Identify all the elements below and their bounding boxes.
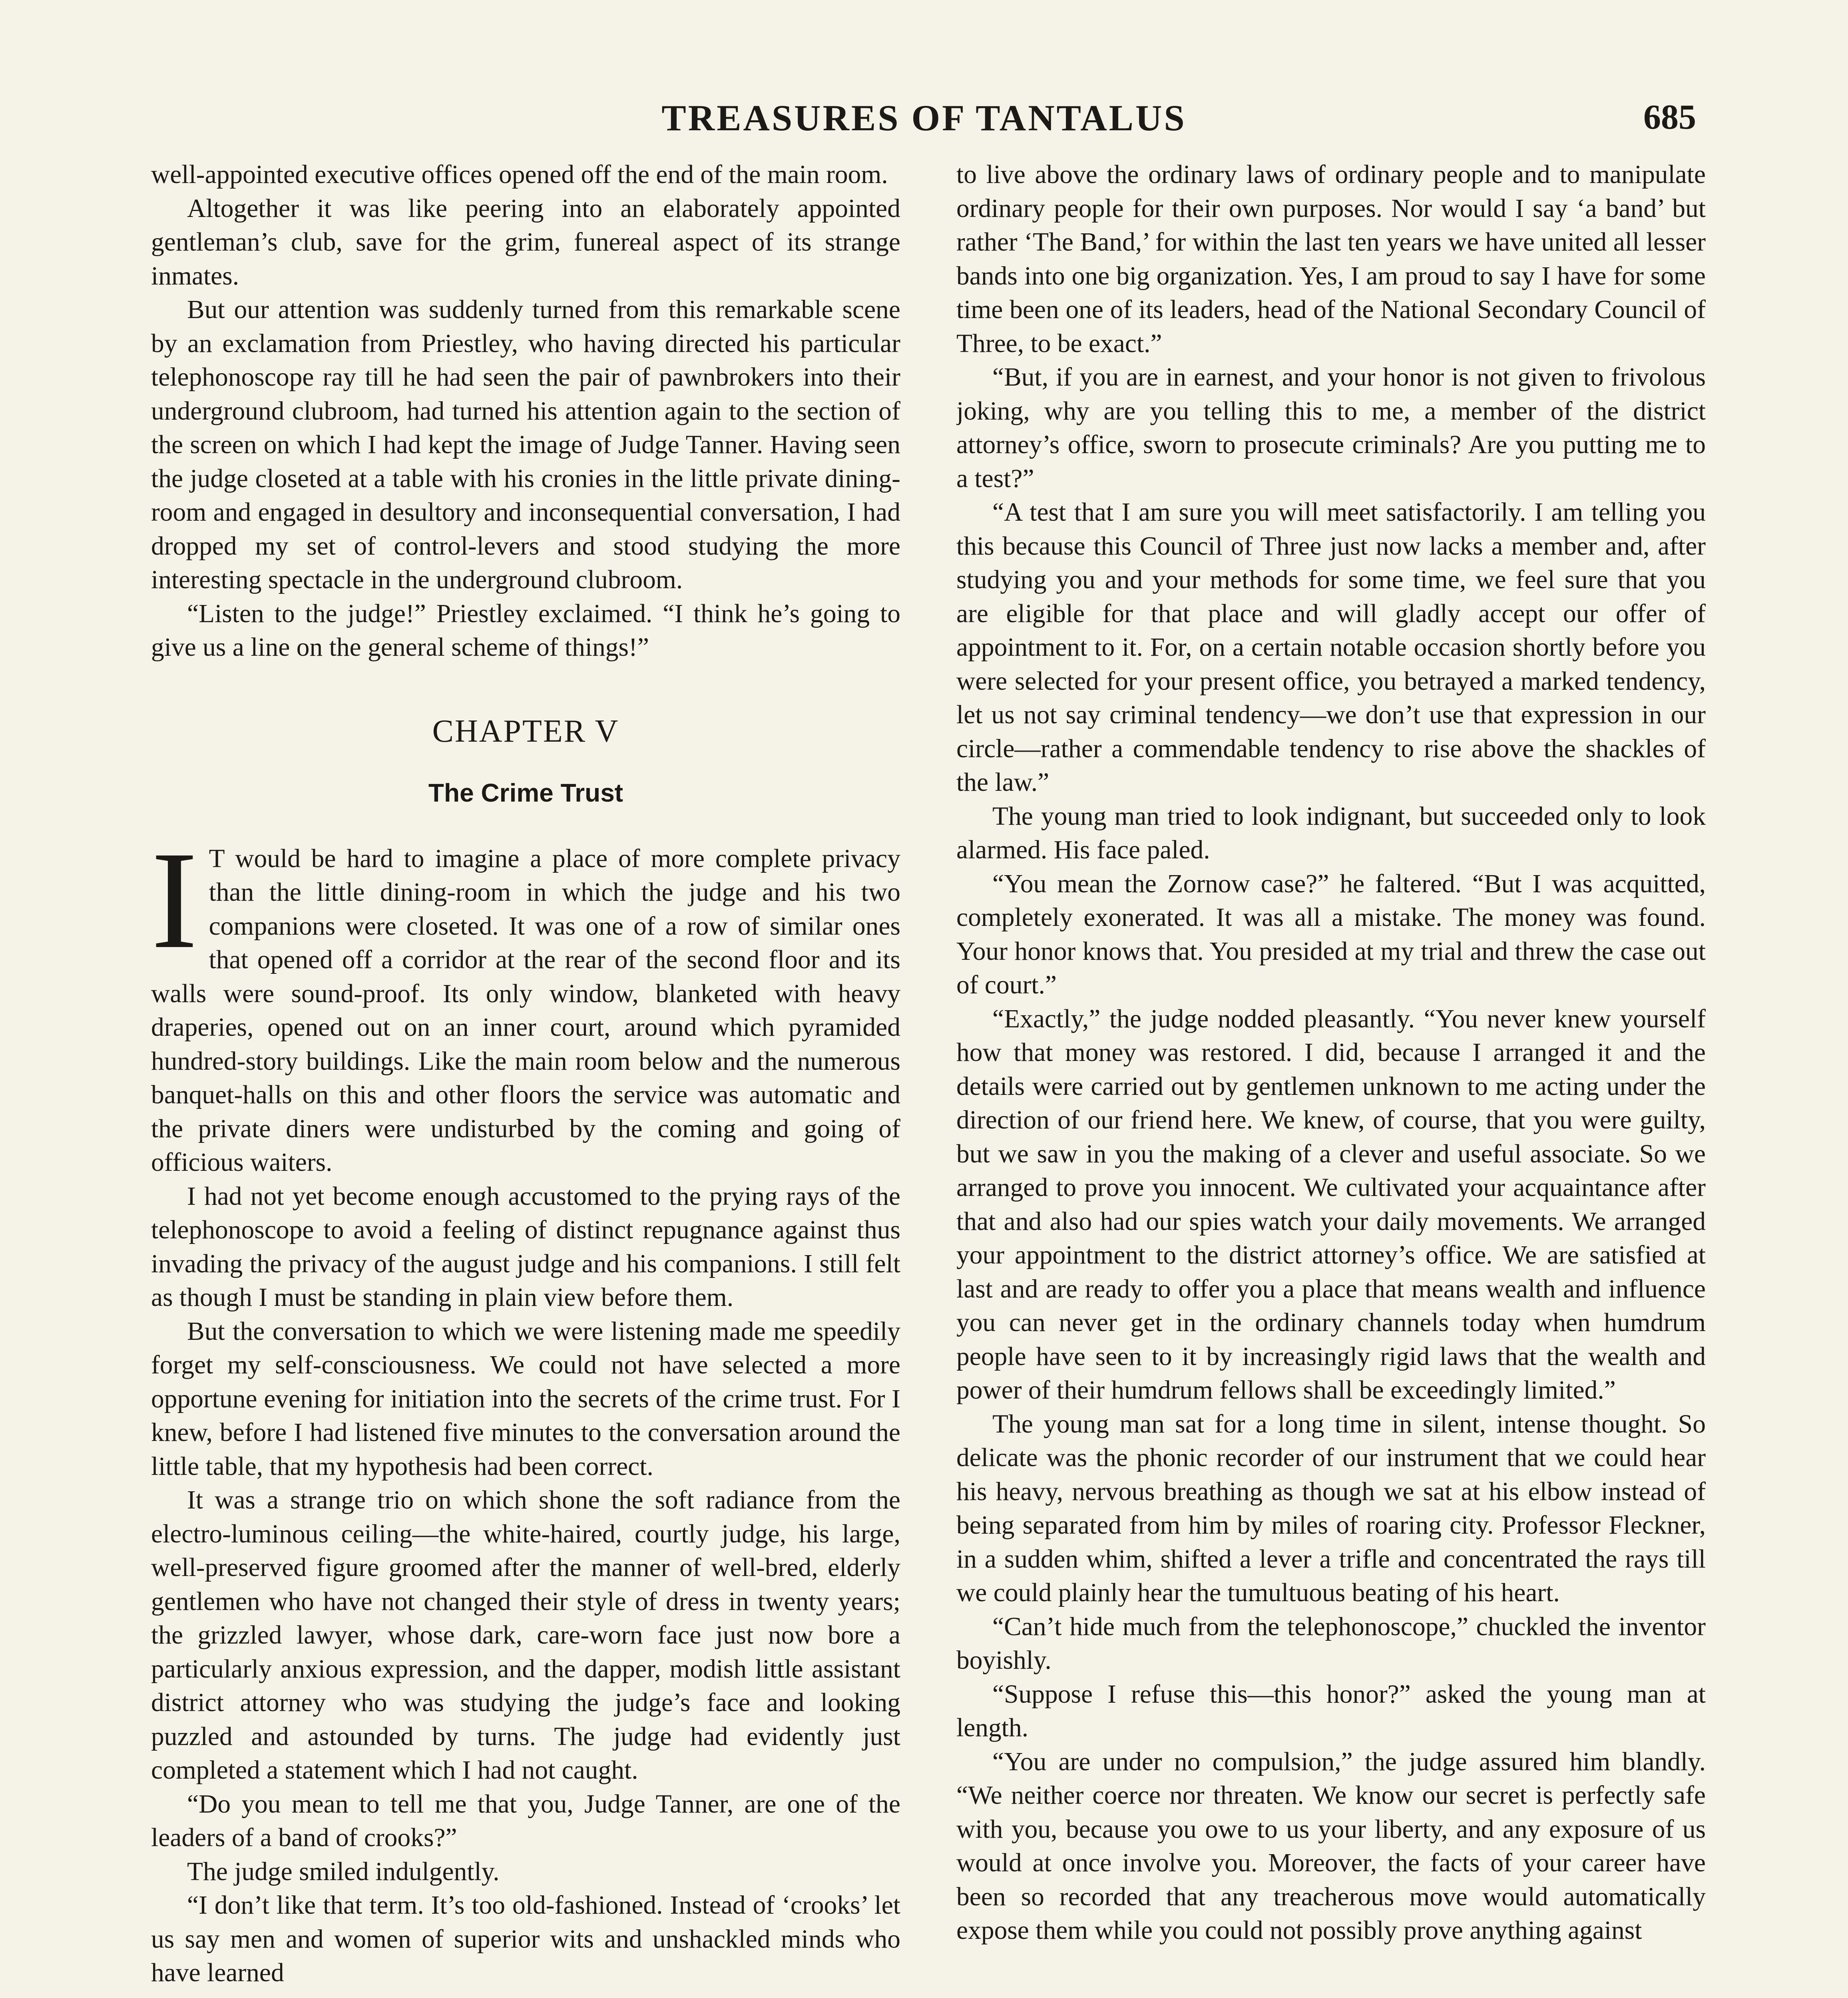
paragraph: It was a strange trio on which shone the soft radiance from the electro-luminous ceiling—the white-haired, courtly judge, his large, well-preserved figure groomed after the manner of well-bred, elderly gentlemen who have not changed their style of dress in twenty years; the grizzled lawyer, whose dark, care-worn face just now bore a particularly anxious expression, and the dapper, modish little assistant district attorney who was studying the judge’s face and looking puzzled and astounded by turns. The judge had evidently just completed a statement which I had not caught.: [151, 1486, 900, 1785]
paragraph: to live above the ordinary laws of ordinary people and to manipulate ordinary people for their own purposes. Nor would I say ‘a band’ but rather ‘The Band,’ for within the last ten years we have united all lesser bands into one big organization. Yes, I am proud to say I have for some time been one of its leaders, head of the National Secondary Council of Three, to be exact.”: [956, 160, 1706, 358]
chapter-opening-paragraph: [151, 822, 900, 1180]
paragraph: “Can’t hide much from the telephonoscope,” chuckled the inventor boyishly.: [956, 1612, 1706, 1675]
paragraph: Altogether it was like peering into an elaborately appointed gentleman’s club, save for the grim, funereal aspect of its strange inmates.: [151, 194, 900, 291]
chapter-subtitle: The Crime Trust: [428, 778, 623, 807]
paragraph: The young man tried to look indignant, but succeeded only to look alarmed. His face paled.: [956, 802, 1706, 864]
drop-cap: I: [151, 822, 198, 977]
paragraph: “Suppose I refuse this—this honor?” asked the young man at length.: [956, 1680, 1706, 1742]
running-title: TREASURES OF TANTALUS: [661, 98, 1187, 138]
paragraph: “But, if you are in earnest, and your honor is not given to frivolous joking, why are you telling this to me, a member of the district attorney’s office, sworn to prosecute criminals? Are you putting me to a test?”: [956, 363, 1706, 493]
paragraph: “Listen to the judge!” Priestley exclaimed. “I think he’s going to give us a line on the general scheme of things!”: [151, 599, 900, 662]
chapter-heading: CHAPTER V: [432, 713, 619, 749]
paragraph: “I don’t like that term. It’s too old-fashioned. Instead of ‘crooks’ let us say men and women of superior wits and unshackled minds who have learned: [151, 1891, 900, 1987]
page-header: [136, 86, 1712, 150]
paragraph: “Do you mean to tell me that you, Judge Tanner, are one of the leaders of a band of crooks?”: [151, 1789, 900, 1852]
paragraph: But our attention was suddenly turned from this remarkable scene by an exclamation from Priestley, who having directed his particular telephonoscope ray till he had seen the pair of pawnbrokers into their underground clubroom, had turned his attention again to the section of the screen on which I had kept the image of Judge Tanner. Having seen the judge closeted at a table with his cronies in the little private dining-room and engaged in desultory and inconsequential conversation, I had dropped my set of control-levers and stood studying the more interesting spectacle in the underground clubroom.: [151, 295, 900, 594]
paragraph: “Exactly,” the judge nodded pleasantly. “You never knew yourself how that money was restored. I did, because I arranged it and the details were carried out by gentlemen unknown to me acting under the direction of our friend here. We knew, of course, that you were guilty, but we saw in you the making of a clever and useful associate. So we arranged to prove you innocent. We cultivated your acquaintance after that and also had our spies watch your daily movements. We arranged your appointment to the district attorney’s office. We are satisfied at last and are ready to offer you a place that means wealth and influence you can never get in the ordinary channels today when humdrum people have seen to it by increasingly rigid laws that the wealth and power of their humdrum fellows shall be exceedingly limited.”: [956, 1004, 1706, 1405]
paragraph: “You are under no compulsion,” the judge assured him blandly. “We neither coerce nor threaten. We know our secret is perfectly safe with you, because you owe to us your liberty, and any exposure of us would at once involve you. Moreover, the facts of your career have been so recorded that any treacherous move would automatically expose them while you could not possibly prove anything against: [956, 1747, 1706, 1945]
right-column: [956, 158, 1706, 1998]
text-columns: [151, 158, 1706, 1998]
paragraph: The judge smiled indulgently.: [187, 1857, 500, 1886]
drop-cap-paragraph-text: T would be hard to imagine a place of more complete privacy than the little dining-room in which the judge and his two companions were closeted. It was one of a row of similar ones that opened off a corridor at the rear of the second floor and its walls were sound-proof. Its only window, blanketed with heavy draperies, opened out on an inner court, around which pyramided hundred-story buildings. Like the main room below and the numerous banquet-halls on this and other floors the service was automatic and the private diners were undisturbed by the coming and going of officious waiters.: [151, 844, 900, 1177]
paragraph: The young man sat for a long time in silent, intense thought. So delicate was the phonic recorder of our instrument that we could hear his heavy, nervous breathing as though we sat at his elbow instead of being separated from him by miles of roaring city. Professor Fleckner, in a sudden whim, shifted a lever a trifle and concentrated the rays till we could plainly hear the tumultuous beating of his heart.: [956, 1409, 1706, 1607]
paragraph: But the conversation to which we were listening made me speedily forget my self-consciousness. We could not have selected a more opportune evening for initiation into the secrets of the crime trust. For I knew, before I had listened five minutes to the conversation around the little table, that my hypothesis had been correct.: [151, 1317, 900, 1481]
paragraph: “A test that I am sure you will meet satisfactorily. I am telling you this because this Council of Three just now lacks a member and, after studying you and your methods for some time, we feel sure that you are eligible for that place and will gladly accept our offer of appointment to it. For, on a certain notable occasion shortly before you were selected for your present office, you betrayed a marked tendency, let us not say criminal tendency—we don’t use that expression in our circle—rather a commendable tendency to rise above the shackles of the law.”: [956, 498, 1706, 797]
page-number: 685: [1643, 98, 1696, 137]
left-column: [151, 158, 900, 1998]
paragraph: well-appointed executive offices opened off the end of the main room.: [151, 160, 888, 189]
paragraph: I had not yet become enough accustomed to the prying rays of the telephonoscope to avoid a feeling of distinct repugnance against thus invading the privacy of the august judge and his companions. I still felt as though I must be standing in plain view before them.: [151, 1182, 900, 1312]
paragraph: “You mean the Zornow case?” he faltered. “But I was acquitted, completely exonerated. It was all a mistake. The money was found. Your honor knows that. You presided at my trial and threw the case out of court.”: [956, 869, 1706, 999]
